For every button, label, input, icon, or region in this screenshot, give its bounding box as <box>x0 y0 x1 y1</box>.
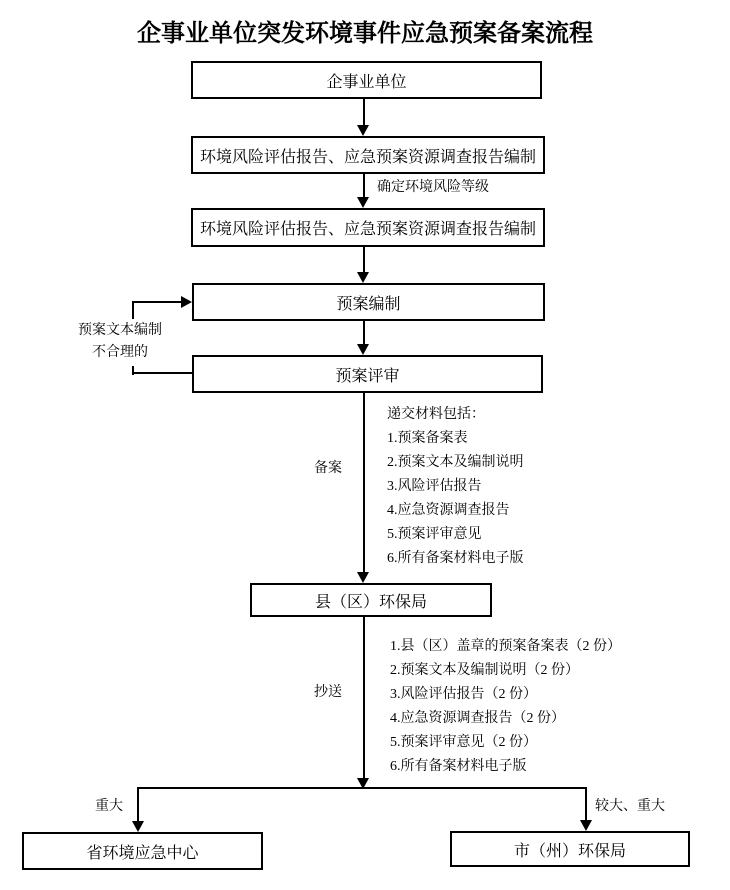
connector-report2-to-plan-compile <box>363 247 365 274</box>
connector-report1-to-report2 <box>363 174 365 199</box>
label-relatively-major: 较大、重大 <box>595 799 665 814</box>
label-determine-risk-level: 确定环境风险等级 <box>377 180 489 195</box>
list-item: 2.预案文本及编制说明（2 份） <box>390 663 579 678</box>
list-item: 3.风险评估报告 <box>387 479 482 494</box>
flow-box-provincial-center: 省环境应急中心 <box>22 832 263 870</box>
label-copy-to: 抄送 <box>314 685 342 700</box>
list-item: 4.应急资源调查报告（2 份） <box>390 711 565 726</box>
list-item: 6.所有备案材料电子版 <box>387 551 524 566</box>
arrowhead-down-icon <box>132 821 144 832</box>
arrowhead-down-icon <box>357 197 369 208</box>
list-item: 5.预案评审意见（2 份） <box>390 735 537 750</box>
connector-plan-compile-to-review <box>363 321 365 346</box>
list-item: 1.预案备案表 <box>387 431 468 446</box>
page-title: 企事业单位突发环境事件应急预案备案流程 <box>137 21 593 47</box>
feedback-line-1: 预案文本编制 <box>78 323 162 338</box>
copy-materials-list <box>390 635 621 779</box>
connector-branch-to-city <box>585 787 587 821</box>
arrowhead-down-icon <box>580 820 592 831</box>
flow-box-report-compile-2: 环境风险评估报告、应急预案资源调查报告编制 <box>191 208 545 247</box>
flow-box-city-epb: 市（州）环保局 <box>450 831 690 867</box>
arrowhead-down-icon <box>357 572 369 583</box>
flow-box-plan-compile: 预案编制 <box>192 283 545 321</box>
arrowhead-right-icon <box>181 296 192 308</box>
flow-box-county-epb: 县（区）环保局 <box>250 583 492 617</box>
arrowhead-down-icon <box>357 125 369 136</box>
flow-box-plan-review: 预案评审 <box>192 355 543 393</box>
connector-review-to-county <box>363 393 365 574</box>
feedback-top-line <box>132 301 182 303</box>
flow-box-unit: 企事业单位 <box>191 61 542 99</box>
list-item: 3.风险评估报告（2 份） <box>390 687 537 702</box>
list-item: 5.预案评审意见 <box>387 527 482 542</box>
list-item: 2.预案文本及编制说明 <box>387 455 524 470</box>
list-item: 6.所有备案材料电子版 <box>390 759 527 774</box>
feedback-bottom-line <box>132 372 192 374</box>
label-feedback-reason <box>70 319 170 366</box>
list-item: 1.县（区）盖章的预案备案表（2 份） <box>390 639 621 654</box>
submission-materials-list <box>387 403 524 571</box>
connector-branch-to-provincial <box>137 787 139 822</box>
connector-county-to-branch <box>363 617 365 780</box>
label-filing: 备案 <box>314 461 342 476</box>
feedback-line-2: 不合理的 <box>92 345 148 360</box>
flow-box-report-compile-1: 环境风险评估报告、应急预案资源调查报告编制 <box>191 136 545 174</box>
label-major: 重大 <box>95 799 123 814</box>
arrowhead-down-icon <box>357 272 369 283</box>
branch-horizontal-line <box>137 787 587 789</box>
connector-unit-to-report1 <box>363 99 365 127</box>
list-item: 4.应急资源调查报告 <box>387 503 510 518</box>
list-header: 递交材料包括： <box>387 407 485 422</box>
arrowhead-down-icon <box>357 344 369 355</box>
